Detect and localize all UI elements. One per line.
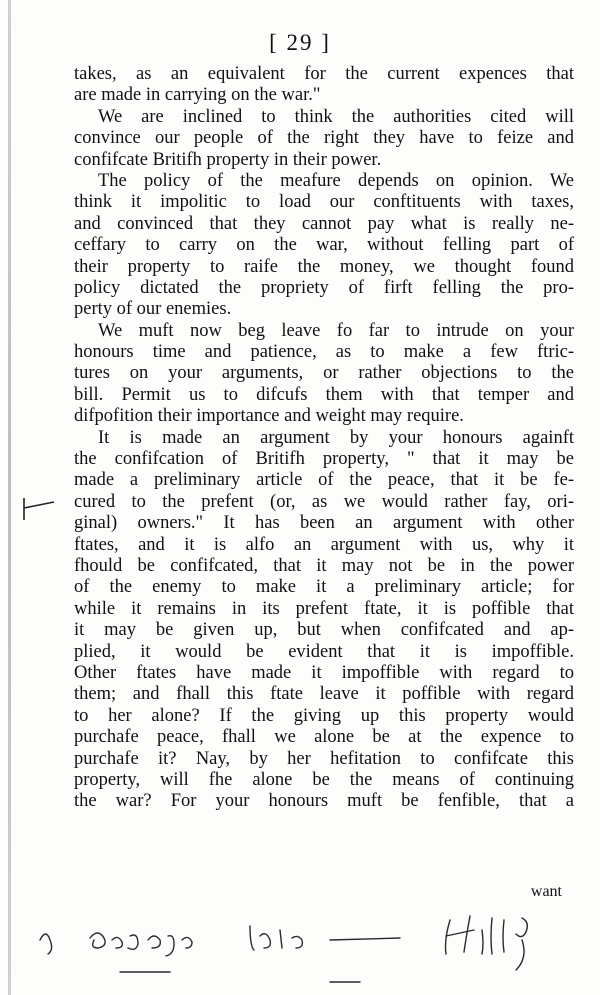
text-line: plied, it would be evident that it is impoffible. bbox=[74, 641, 574, 662]
text-line: them; and fhall this ftate leave it poffible with regard bbox=[74, 684, 574, 705]
text-line: perty of our enemies. bbox=[74, 299, 232, 320]
text-line: We are inclined to think the authorities cited will bbox=[98, 106, 574, 127]
text-line: ginal) owners." It has been an argument with other bbox=[74, 513, 574, 534]
text-line: honours time and patience, as to make a few ftric- bbox=[74, 342, 574, 363]
text-line: ftates, and it is alfo an argument with us, why it bbox=[74, 534, 574, 555]
text-line: confifcate Britifh property in their power. bbox=[74, 149, 382, 170]
handwritten-signature bbox=[30, 900, 590, 990]
text-line: the confifcation of Britifh property, " that it may be bbox=[74, 449, 574, 470]
text-line: convince our people of the right they have to feize and bbox=[74, 128, 574, 149]
text-line: difpofition their importance and weight may require. bbox=[74, 406, 464, 427]
text-line: and convinced that they cannot pay what is really ne- bbox=[74, 213, 574, 234]
page-number: [ 29 ] bbox=[269, 30, 331, 55]
text-line: Other ftates have made it impoffible with regard to bbox=[74, 662, 574, 683]
text-line: The policy of the meafure depends on opinion. We bbox=[98, 170, 574, 191]
text-line: the war? For your honours muft be fenfible, that a bbox=[74, 791, 574, 812]
text-line: made a preliminary article of the peace, that it be fe- bbox=[74, 470, 574, 491]
text-line: of the enemy to make it a preliminary article; for bbox=[74, 577, 574, 598]
text-line: bill. Permit us to difcufs them with that temper and bbox=[74, 384, 574, 405]
text-line: it may be given up, but when confifcated and ap- bbox=[74, 620, 574, 641]
catchword: want bbox=[530, 883, 562, 900]
text-line: are made in carrying on the war." bbox=[74, 85, 321, 106]
text-line: fhould be confifcated, that it may not be in the power bbox=[74, 555, 574, 576]
text-line: takes, as an equivalent for the current expences that bbox=[74, 64, 574, 84]
text-line: tures on your arguments, or rather objections to the bbox=[74, 363, 574, 384]
page-edge-shadow bbox=[8, 0, 11, 995]
margin-bracket-mark bbox=[20, 494, 60, 524]
text-line: purchafe peace, fhall we alone be at the expence to bbox=[74, 727, 574, 748]
body-text bbox=[74, 64, 574, 813]
text-line: property, will fhe alone be the means of continuing bbox=[74, 769, 574, 790]
text-line: their property to raife the money, we thought found bbox=[74, 256, 574, 277]
text-line: We muft now beg leave fo far to intrude on your bbox=[98, 320, 574, 341]
text-line: to her alone? If the giving up this property would bbox=[74, 705, 574, 726]
text-line: ceffary to carry on the war, without felling part of bbox=[74, 235, 574, 256]
text-line: policy dictated the propriety of firft felling the pro- bbox=[74, 277, 574, 298]
text-line: It is made an argument by your honours againft bbox=[98, 427, 574, 448]
text-line: cured to the prefent (or, as we would rather fay, ori- bbox=[74, 491, 574, 512]
text-line: think it impolitic to load our conftituents with taxes, bbox=[74, 192, 574, 213]
text-line: purchafe it? Nay, by her hefitation to confifcate this bbox=[74, 748, 574, 769]
text-line: while it remains in its prefent ftate, it is poffible that bbox=[74, 598, 574, 619]
